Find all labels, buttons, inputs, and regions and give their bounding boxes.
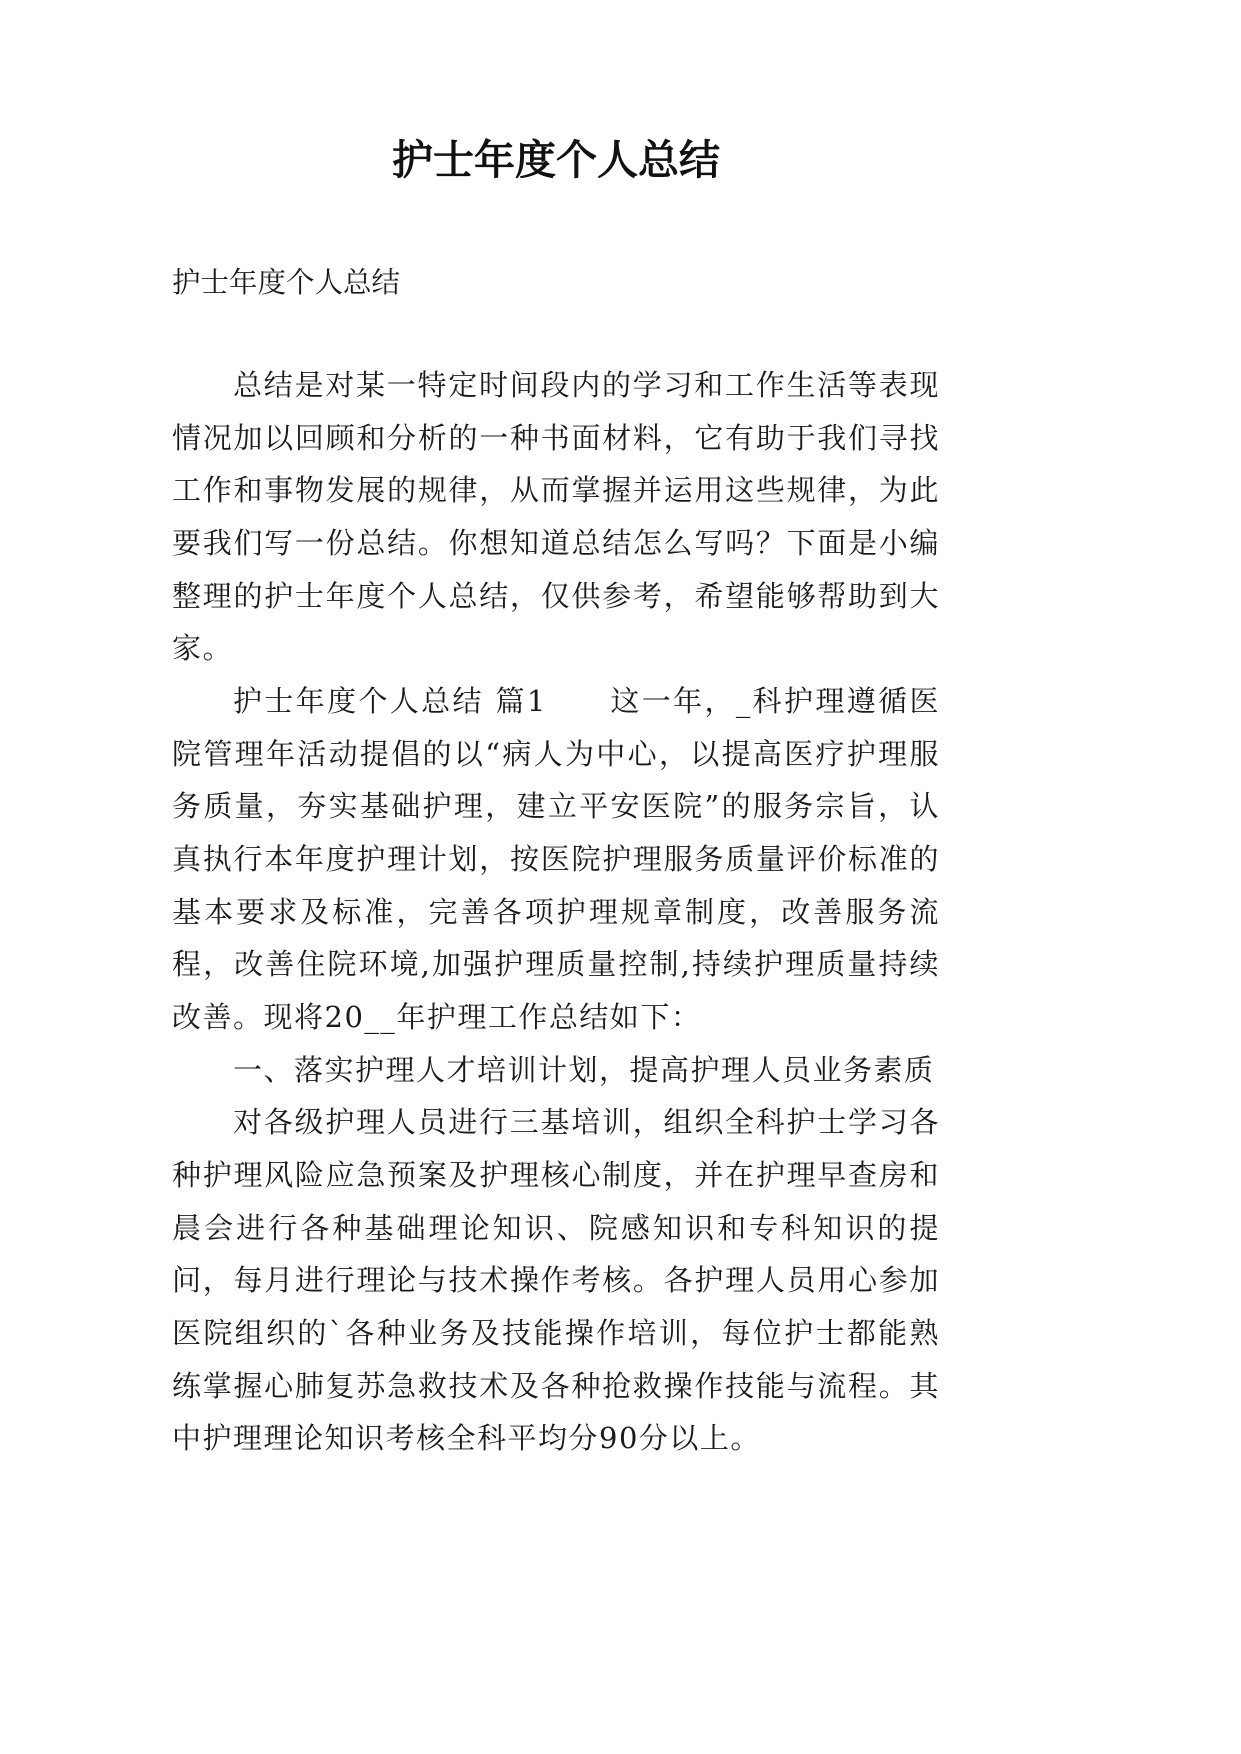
body-paragraph-part-1: 护士年度个人总结 篇1 这一年，_科护理遵循医院管理年活动提倡的以“病人为中心，以提高医疗护理服务质量，夯实基础护理，建立平安医院”的服务宗旨，认真执行本年度护理计划，按医院护理服务质量评价标准的基本要求及标准，完善各项护理规章制度，改善服务流程，改善住院环境,加强护理质量控制,持续护理质量持续改善。现将20__年护理工作总结如下： xyxy=(172,684,940,1035)
section-heading: 一、落实护理人才培训计划，提高护理人员业务素质 xyxy=(233,1052,935,1087)
document-body xyxy=(172,359,940,1465)
document-subtitle: 护士年度个人总结 xyxy=(172,266,401,299)
intro-paragraph: 总结是对某一特定时间段内的学习和工作生活等表现情况加以回顾和分析的一种书面材料，它有助于我们寻找工作和事物发展的规律，从而掌握并运用这些规律，为此要我们写一份总结。你想知道总结怎么写吗？下面是小编整理的护士年度个人总结，仅供参考，希望能够帮助到大家。 xyxy=(172,368,940,666)
body-paragraph-training: 对各级护理人员进行三基培训，组织全科护士学习各种护理风险应急预案及护理核心制度，并在护理早查房和晨会进行各种基础理论知识、院感知识和专科知识的提问，每月进行理论与技术操作考核。各护理人员用心参加医院组织的`各种业务及技能操作培训，每位护士都能熟练掌握心肺复苏急救技术及各种抢救操作技能与流程。其中护理理论知识考核全科平均分90分以上。 xyxy=(172,1105,940,1456)
document-title: 护士年度个人总结 xyxy=(392,136,720,184)
